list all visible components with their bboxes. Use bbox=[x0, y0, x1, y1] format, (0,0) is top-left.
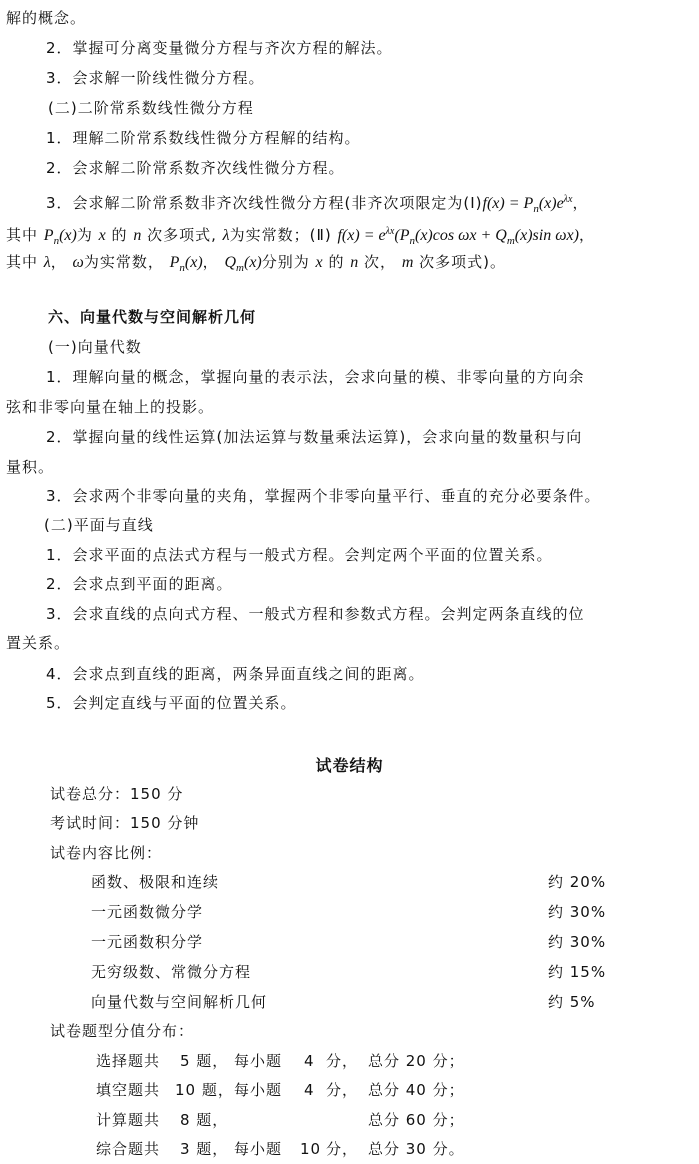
ratio-percent: 约 5% bbox=[548, 993, 596, 1011]
ratio-label: 无穷级数、常微分方程 bbox=[91, 963, 252, 981]
text-line: 1．理解二阶常系数线性微分方程解的结构。 bbox=[46, 129, 361, 147]
per-score: 4 bbox=[304, 1052, 315, 1070]
text-span: 其中 bbox=[6, 253, 39, 271]
section-heading: 六、向量代数与空间解析几何 bbox=[48, 308, 257, 326]
formula-subscript: n bbox=[409, 235, 415, 247]
question-type: 选择题共 bbox=[96, 1052, 161, 1070]
formula: f(x) = P bbox=[482, 195, 534, 212]
subsection-heading: (一)向量代数 bbox=[48, 338, 142, 356]
text-line: 1．会求平面的点法式方程与一般式方程。会判定两个平面的位置关系。 bbox=[46, 546, 553, 564]
text-line: 4．会求点到直线的距离，两条异面直线之间的距离。 bbox=[46, 665, 425, 683]
text-line: 置关系。 bbox=[6, 634, 71, 652]
text-line: 5．会判定直线与平面的位置关系。 bbox=[46, 694, 297, 712]
formula-subscript: m bbox=[236, 262, 244, 274]
per-score: 10 bbox=[300, 1140, 322, 1158]
formula: P bbox=[43, 227, 54, 244]
question-type: 填空题共 bbox=[96, 1081, 161, 1099]
per-label: 每小题 bbox=[234, 1052, 283, 1070]
formula: m bbox=[401, 254, 414, 271]
text-line: 弦和非零向量在轴上的投影。 bbox=[6, 398, 215, 416]
text-line: 解的概念。 bbox=[6, 9, 87, 27]
text-line: 2．掌握向量的线性运算(加法运算与数量乘法运算)，会求向量的数量积与向 bbox=[46, 428, 583, 446]
total-score: 总分 30 分。 bbox=[368, 1140, 465, 1158]
subsection-heading: (二)平面与直线 bbox=[44, 516, 154, 534]
formula: P bbox=[169, 254, 180, 271]
text-span: 分别为 bbox=[261, 253, 310, 271]
text-line bbox=[6, 222, 699, 251]
exam-total: 试卷总分：150 分 bbox=[50, 785, 184, 803]
formula: (x) bbox=[59, 227, 77, 244]
total-score: 总分 40 分； bbox=[368, 1081, 465, 1099]
formula-subscript: n bbox=[533, 203, 539, 215]
formula: Q bbox=[224, 254, 237, 271]
text-span: 的 bbox=[111, 226, 128, 244]
per-score: 4 bbox=[304, 1081, 315, 1099]
text-span: 的 bbox=[328, 253, 345, 271]
total-score: 总分 20 分； bbox=[368, 1052, 465, 1070]
ratio-label: 函数、极限和连续 bbox=[91, 873, 220, 891]
total-score: 总分 60 分； bbox=[368, 1111, 465, 1129]
text-line: 2．会求解二阶常系数齐次线性微分方程。 bbox=[46, 159, 345, 177]
formula: x bbox=[315, 254, 323, 271]
question-count: 5 题， bbox=[180, 1052, 229, 1070]
text-span: 其中 bbox=[6, 226, 39, 244]
text-line: 2．掌握可分离变量微分方程与齐次方程的解法。 bbox=[46, 39, 393, 57]
formula: n bbox=[133, 227, 142, 244]
text-line bbox=[6, 252, 699, 278]
text-span: 3．会求解二阶常系数非齐次线性微分方程(非齐次项限定为(Ⅰ) bbox=[46, 194, 483, 212]
formula: (x) bbox=[243, 254, 262, 271]
formula-superscript: λx bbox=[385, 226, 395, 237]
text-line: 3．会求直线的点向式方程、一般式方程和参数式方程。会判定两条直线的位 bbox=[46, 605, 585, 623]
text-span: ， bbox=[578, 226, 595, 244]
distribution-heading: 试卷题型分值分布： bbox=[50, 1022, 195, 1040]
question-type: 综合题共 bbox=[96, 1140, 161, 1158]
text-line: 1．理解向量的概念，掌握向量的表示法，会求向量的模、非零向量的方向余 bbox=[46, 368, 585, 386]
ratio-label: 一元函数微分学 bbox=[91, 903, 204, 921]
formula-superscript: λx bbox=[563, 194, 573, 205]
formula: n bbox=[350, 254, 359, 271]
text-line: 2．会求点到平面的距离。 bbox=[46, 575, 233, 593]
text-span: 次多项式, bbox=[147, 226, 217, 244]
formula: f(x) = e bbox=[337, 227, 386, 244]
per-label: 每小题 bbox=[234, 1140, 283, 1158]
formula: (x)cos ωx + Q bbox=[414, 227, 507, 244]
per-label: 每小题 bbox=[234, 1081, 283, 1099]
per-unit: 分， bbox=[326, 1081, 359, 1099]
page-title: 试卷结构 bbox=[315, 756, 384, 775]
text-span: ， bbox=[202, 253, 219, 271]
formula: (x) bbox=[184, 254, 203, 271]
question-count: 8 题， bbox=[180, 1111, 229, 1129]
question-count: 10 题， bbox=[175, 1081, 234, 1099]
formula: (x)e bbox=[538, 195, 564, 212]
formula-subscript: n bbox=[53, 235, 60, 247]
text-span: 次， bbox=[364, 253, 397, 271]
text-span: 为实常数；(Ⅱ) bbox=[229, 226, 332, 244]
per-unit: 分， bbox=[326, 1140, 359, 1158]
text-line: 3．会求两个非零向量的夹角，掌握两个非零向量平行、垂直的充分必要条件。 bbox=[46, 487, 601, 505]
text-span: 为 bbox=[76, 226, 93, 244]
ratio-heading: 试卷内容比例： bbox=[50, 844, 163, 862]
question-count: 3 题， bbox=[180, 1140, 229, 1158]
formula-subscript: n bbox=[179, 262, 185, 274]
ratio-label: 向量代数与空间解析几何 bbox=[91, 993, 268, 1011]
ratio-percent: 约 30% bbox=[548, 933, 607, 951]
text-line: 量积。 bbox=[6, 458, 55, 476]
formula: λ bbox=[43, 254, 51, 271]
formula-subscript: m bbox=[506, 235, 515, 247]
text-line: 3．会求解一阶线性微分方程。 bbox=[46, 69, 265, 87]
per-unit: 分， bbox=[326, 1052, 359, 1070]
text-span: 次多项式)。 bbox=[419, 253, 507, 271]
question-type: 计算题共 bbox=[96, 1111, 161, 1129]
ratio-label: 一元函数积分学 bbox=[91, 933, 204, 951]
formula: ω bbox=[72, 254, 84, 271]
formula: x bbox=[98, 227, 106, 244]
formula: (P bbox=[394, 227, 410, 244]
ratio-percent: 约 15% bbox=[548, 963, 607, 981]
text-span: ， bbox=[50, 253, 67, 271]
exam-time: 考试时间：150 分钟 bbox=[50, 814, 200, 832]
formula: (x)sin ωx) bbox=[514, 227, 579, 244]
formula: λ bbox=[222, 227, 230, 244]
text-line bbox=[46, 190, 699, 219]
ratio-percent: 约 30% bbox=[548, 903, 607, 921]
text-span: 为实常数， bbox=[83, 253, 164, 271]
ratio-percent: 约 20% bbox=[548, 873, 607, 891]
subsection-heading: (二)二阶常系数线性微分方程 bbox=[48, 99, 254, 117]
text-span: ， bbox=[572, 194, 589, 212]
